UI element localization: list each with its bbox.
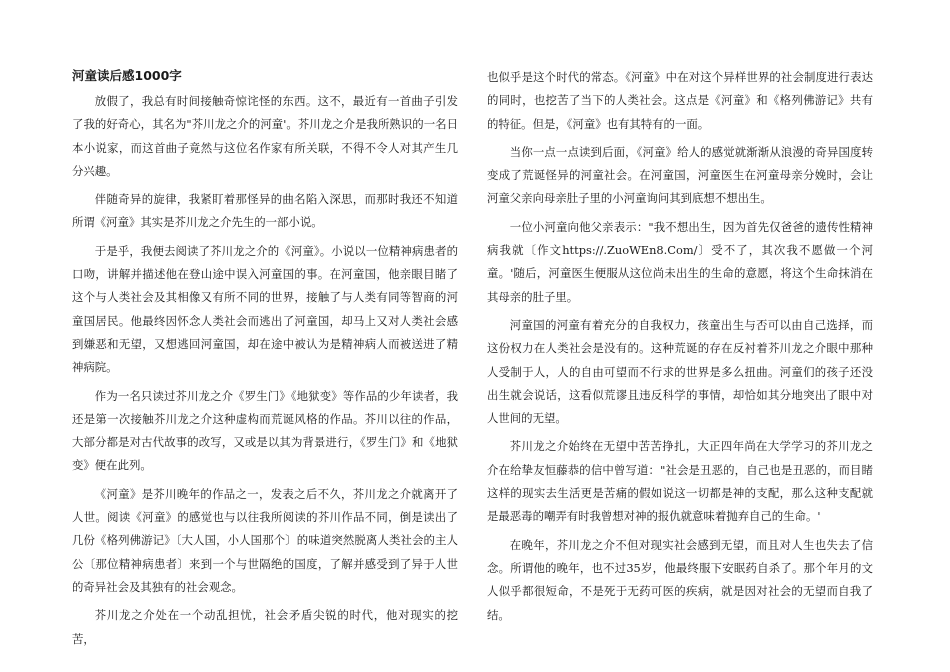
paragraph: 作为一名只读过芥川龙之介《罗生门》《地狱变》等作品的少年读者，我还是第一次接触芥川龙之介这种虚构而荒诞风格的作品。芥川以往的作品，大部分都是对古代故事的改写，又或是以其为背景进行，《罗生门》和《地狱变》便在此列。 bbox=[72, 388, 458, 473]
paragraph: 河童国的河童有着充分的自我权力，孩童出生与否可以由自己选择，而这份权力在人类社会是没有的。这种荒诞的存在反衬着芥川龙之介眼中那种人受制于人，人的自由可望而不行求的世界是多么扭曲。河童们的孩子还没出生就会说话，这看似荒谬且违反科学的事情，却恰如其分地突出了眼中对人世间的无望。 bbox=[487, 317, 873, 426]
paragraph: 伴随奇异的旋律，我紧盯着那怪异的曲名陷入深思，而那时我还不知道所谓《河童》其实是芥川龙之介先生的一部小说。 bbox=[72, 192, 458, 230]
document-title: 河童读后感1000字 bbox=[72, 68, 182, 83]
paragraph: 当你一点一点读到后面，《河童》给人的感觉就渐渐从浪漫的奇异国度转变成了荒诞怪异的河童社会。在河童国，河童医生在河童母亲分娩时，会让河童父亲向母亲肚子里的小河童询问其到底想不想出生。 bbox=[487, 144, 873, 206]
paragraph: 在晚年，芥川龙之介不但对现实社会感到无望，而且对人生也失去了信念。所谓他的晚年，也不过35岁，他最终服下安眠药自杀了。那个年月的文人似乎都很短命，不是死于无药可医的疾病，就是因对社会的无望而自我了结。 bbox=[487, 537, 873, 622]
paragraph: 放假了，我总有时间接触奇惊诧怪的东西。这不，最近有一首曲子引发了我的好奇心，其名为"芥川龙之介的河童'。芥川龙之介是我所熟识的一名日本小说家，而这首曲子竟然与这位名作家有所关联，不得不令人对其产生几分兴趣。 bbox=[72, 94, 458, 178]
paragraph: 一位小河童向他父亲表示："我不想出生，因为首先仅爸爸的遗传性精神病我就〔作文https://.ZuoWEn8.Com/〕受不了，其次我不愿做一个河童。'随后，河童医生便服从这位尚未出生的生命的意愿，将这个生命抹消在其母亲的肚子里。 bbox=[487, 219, 873, 304]
paragraph: 《河童》是芥川晚年的作品之一，发表之后不久，芥川龙之介就离开了人世。阅读《河童》的感觉也与以往我所阅读的芥川作品不同，倒是读出了几份《格列佛游记》〔大人国，小人国那个〕的味道突然脱离人类社会的主人公〔那位精神病患者〕来到一个与世隔绝的国度，了解并感受到了异于人世的奇异社会及其独有的社会观念。 bbox=[72, 486, 458, 594]
paragraph: 芥川龙之介始终在无望中苦苦挣扎，大正四年尚在大学学习的芥川龙之介在给挚友恒藤恭的信中曾写道："社会是丑恶的，自己也是丑恶的，而目睹这样的现实去生活更是苦痛的假如说这一切都是神的支配，那么这种支配就是最恶毒的嘲弄有时我曾想对神的报仇就意味着抛弃自己的生命。' bbox=[487, 439, 873, 524]
paragraph-continuation: 也似乎是这个时代的常态。《河童》中在对这个异样世界的社会制度进行表达的同时，也挖苦了当下的人类社会。这点是《河童》和《格列佛游记》共有的特征。但是，《河童》也有其特有的一面。 bbox=[487, 70, 873, 131]
paragraph: 于是乎，我便去阅读了芥川龙之介的《河童》。小说以一位精神病患者的口吻，讲解并描述他在登山途中误入河童国的事。在河童国，他亲眼目睹了这个与人类社会及其相像又有所不同的世界，接触了与人类有同等智商的河童国居民。他最终因怀念人类社会而逃出了河童国，却马上又对人类社会感到嫌恶和无望，又想逃回河童国，却在途中被认为是精神病人而被送进了精神病院。 bbox=[72, 243, 458, 375]
paragraph: 芥川龙之介处在一个动乱担忧，社会矛盾尖锐的时代，他对现实的挖苦， bbox=[72, 608, 458, 646]
left-column bbox=[72, 66, 458, 656]
right-column bbox=[487, 66, 873, 632]
